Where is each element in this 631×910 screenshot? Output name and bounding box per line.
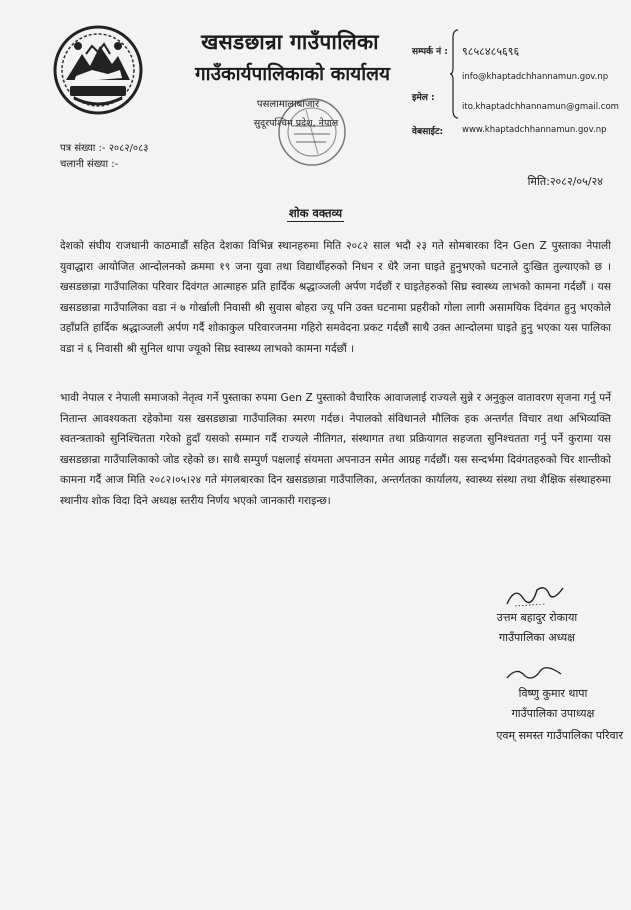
phone-label: सम्पर्क नं : [412, 47, 448, 57]
body-paragraph-1: देशको संघीय राजधानी काठमाडौं सहित देशका विभिन्न स्थानहरुमा मिति २०८२ साल भदौ २३ गते सोमबारका दिन Gen Z पुस्ताका नेपाली युवाद्धारा आयोजित आन्दोलनको क्रममा १९ जना युवा तथा विद्यार्थीहरुको निधन र धेरै जना घाइते हुनुभएको घटनाले दुःखित तुल्याएको छ । खसडछान्रा गाउँपालिका परिवार दिवंगत आत्माहरु प्रति हार्दिक श्रद्धाञ्जली अर्पण गर्दछौं र घाइतेहरुको सिघ्र स्वास्थ्य लाभको कामना गर्दछौं । यस खसडछान्रा गाउँपालिका वडा नं ७ गोर्खाली निवासी श्री सुवास बोहरा ज्यू पनि उक्त घटनामा प्रहरीको गोला लागी असामयिक दिवंगत हुनु भएकोले उहाँप्रति हार्दिक श्रद्धाञ्जली अर्पण गर्दै शोकाकुल परिवारजनमा गहिरो समवेदना प्रकट गर्दछौं साथै उक्त आन्दोलमा घाइते हुनु भएका यस पालिका वडा नं ६ निवासी श्री सुनिल थापा ज्यूको सिघ्र स्वास्थ्य लाभको कामना गर्दछौं । [60, 240, 611, 355]
province-name: सुदूरपश्चिम प्रदेश, नेपाल [253, 118, 339, 129]
chair-title: गाउँपालिका अध्यक्ष [498, 631, 576, 644]
chair-signature-icon [505, 580, 565, 610]
body-paragraph-2: भावी नेपाल र नेपाली समाजको नेतृत्व गर्ने पुस्ताका रुपमा Gen Z पुस्ताको वैचारिक आवाजलाई राज्यले सुन्ने र अनुकुल वातावरण सृजना गर्नु पर्ने नितान्त आवश्यकता रहेकोमा यस खसडछान्रा गाउँपालिका स्मरण गर्दछ। नेपालको संविधानले मौलिक हक अन्तर्गत विचार तथा अभिव्यक्ति स्वतन्त्रताको सुनिश्चितता गरेको हुदाँ यसको सम्मान गर्दै राज्यले नीतिगत, संस्थागत तथा प्रक्रियागत सहजता सुनिश्चतता गर्नु पर्ने कुरामा यस खसडछान्रा गाउँपालिकाको जोड रहेको छ। साथै सम्पुर्ण पक्षलाई संयमता अपनाउन समेत आग्रह गर्दछौं। यस सन्दर्भमा दिवंगतहरुको चिर शान्तीको कामना गर्दै आज मिति २०८२।०५।२४ गते मंगलबारका दिन खसडछान्रा गाउँपालिका, अन्तर्गतका कार्यालय, स्वास्थ्य संस्था तथा शैक्षिक संस्थाहरुमा स्थानीय शोक विदा दिने अध्यक्ष स्तरीय निर्णय भएको जानकारी गराइन्छ। [60, 392, 611, 507]
vice-title: गाउँपालिका उपाध्यक्ष [511, 707, 595, 720]
office-subtitle: गाउँकार्यपालिकाको कार्यालय [194, 63, 391, 85]
chair-signature-block [462, 608, 612, 648]
website-label: वेबसाईट: [412, 127, 444, 137]
dispatch-number: चलानी संख्या :- [60, 159, 119, 170]
heading-text: शोक वक्तव्य [288, 206, 343, 220]
letter-number: पत्र संख्या :- २०८२/०८३ [60, 143, 149, 154]
chair-name: उत्तम बहादुर रोकाया [496, 611, 578, 624]
nepal-emblem-icon [52, 24, 144, 116]
email-secondary[interactable]: ito.khaptadchhannamun@gmail.com [462, 102, 619, 112]
document-heading [0, 206, 631, 221]
letter-date: मिति:२०८२/०५/२४ [527, 175, 603, 188]
email-primary[interactable]: info@khaptadchhannamun.gov.np [462, 72, 609, 82]
family-line: एवम् समस्त गाउँपालिका परिवार [496, 729, 623, 742]
office-location: पसलामालाबाजार [256, 99, 320, 110]
phone-number: ९८५८४८५६९६ [462, 45, 520, 58]
email-label: इमेल : [412, 93, 435, 103]
office-name: खसडछान्रा गाउँपालिका [201, 29, 379, 54]
vice-signature-icon [505, 662, 565, 684]
office-stamp-icon [276, 96, 348, 168]
brace-icon [450, 28, 460, 120]
vice-signature-block [488, 684, 618, 724]
website-link[interactable]: www.khaptadchhannamun.gov.np [462, 125, 607, 135]
vice-name: विष्णु कुमार थापा [518, 687, 588, 700]
